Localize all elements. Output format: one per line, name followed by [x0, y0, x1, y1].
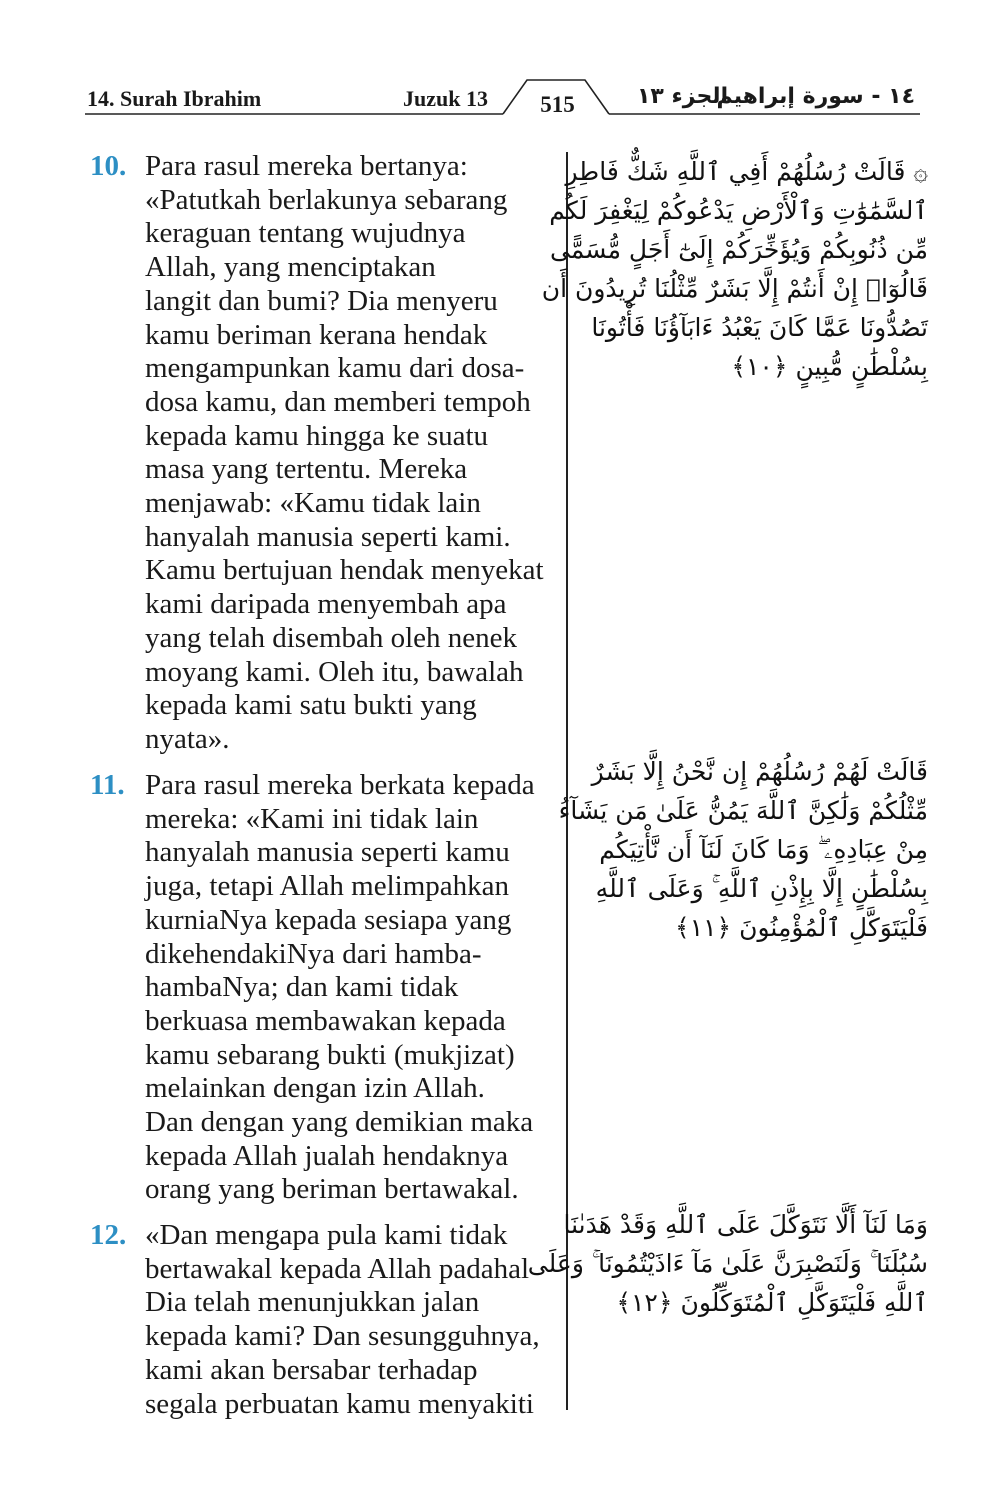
- arabic-line: مِّثْلُكُمْ وَلَٰكِنَّ ٱللَّهَ يَمُنُّ عَلَىٰ مَن يَشَآءُ: [558, 796, 928, 825]
- translation-line: segala perbuatan kamu menyakiti: [145, 1387, 534, 1420]
- arabic-line: سُبُلَنَا ۚ وَلَنَصْبِرَنَّ عَلَىٰ مَآ ءَاذَيْتُمُونَا ۚ وَعَلَى: [527, 1249, 928, 1278]
- arabic-line: مِّن ذُنُوبِكُمْ وَيُؤَخِّرَكُمْ إِلَىٰٓ أَجَلٍ مُّسَمًّى: [549, 235, 928, 264]
- translation-line: berkuasa membawakan kepada: [145, 1004, 506, 1037]
- arabic-line: قَالَتْ لَهُمْ رُسُلُهُمْ إِن نَّحْنُ إِلَّا بَشَرٌ: [591, 757, 928, 786]
- arabic-line: مِنْ عِبَادِهِۦ ۖ وَمَا كَانَ لَنَآ أَن نَّأْتِيَكُم: [599, 835, 928, 864]
- translation-line: melainkan dengan izin Allah.: [145, 1072, 485, 1105]
- arabic-line: بِسُلْطَٰنٍ إِلَّا بِإِذْنِ ٱللَّهِ ۚ وَعَلَى ٱللَّهِ: [595, 874, 928, 903]
- translation-line: hanyalah manusia seperti kami.: [145, 520, 511, 553]
- arabic-verse-12: [527, 1205, 928, 1322]
- verse-number: 11.: [90, 769, 125, 801]
- arabic-verse-10: [541, 152, 928, 386]
- translation-line: juga, tetapi Allah melimpahkan: [145, 870, 510, 903]
- translation-line: Para rasul mereka bertanya:: [145, 150, 468, 182]
- translation-line: bertawakal kepada Allah padahal: [145, 1252, 530, 1285]
- translation-line: mengampunkan kamu dari dosa-: [145, 352, 525, 385]
- translation-line: Dia telah menunjukkan jalan: [145, 1286, 480, 1319]
- translation-line: kepada kami? Dan sesungguhnya,: [145, 1320, 540, 1353]
- arabic-line: تَصُدُّونَا عَمَّا كَانَ يَعْبُدُ ءَابَآؤُنَا فَأْتُونَا: [591, 313, 928, 342]
- surah-arabic-title: ١٤ - سورة إبراهيم: [716, 84, 915, 109]
- juz-arabic-label: الجزء ١٣: [637, 84, 729, 109]
- arabic-line: بِسُلْطَٰنٍ مُّبِينٍ ﴿١٠﴾: [731, 352, 928, 381]
- juzuk-label: Juzuk 13: [403, 86, 488, 111]
- translation-line: hambaNya; dan kami tidak: [145, 971, 459, 1004]
- arabic-line: فَلْيَتَوَكَّلِ ٱلْمُؤْمِنُونَ ﴿١١﴾: [675, 913, 928, 942]
- translation-line: mereka: «Kami ini tidak lain: [145, 802, 479, 835]
- translation-line: kepada kami satu bukti yang: [145, 689, 477, 722]
- translation-line: dosa kamu, dan memberi tempoh: [145, 385, 531, 418]
- verse-number: 12.: [90, 1219, 127, 1251]
- translation-line: kami daripada menyembah apa: [145, 588, 507, 621]
- translation-line: hanyalah manusia seperti kamu: [145, 836, 510, 869]
- translation-line: Allah, yang menciptakan: [145, 251, 436, 284]
- translation-line: masa yang tertentu. Mereka: [145, 453, 468, 486]
- verse-number: 10.: [90, 150, 127, 182]
- translation-line: kamu sebarang bukti (mukjizat): [145, 1038, 515, 1071]
- arabic-line: ٱلسَّمَٰوَٰتِ وَٱلْأَرْضِ يَدْعُوكُمْ لِيَغْفِرَ لَكُم: [549, 196, 928, 225]
- arabic-line: ٱللَّهِ فَلْيَتَوَكَّلِ ٱلْمُتَوَكِّلُونَ ﴿١٢﴾: [616, 1288, 928, 1317]
- translation-line: «Dan mengapa pula kami tidak: [145, 1219, 508, 1251]
- translation-line: Dan dengan yang demikian maka: [145, 1106, 534, 1138]
- translation-line: keraguan tentang wujudnya: [145, 217, 466, 250]
- arabic-line: ۞ قَالَتْ رُسُلُهُمْ أَفِي ٱللَّهِ شَكٌّ فَاطِرِ: [565, 157, 928, 186]
- translation-line: kurniaNya kepada sesiapa yang: [145, 903, 512, 936]
- page-number: 515: [540, 92, 575, 117]
- translation-line: kamu beriman kerana hendak: [145, 318, 488, 351]
- arabic-line: قَالُوٓا۟ إِنْ أَنتُمْ إِلَّا بَشَرٌ مِّثْلُنَا تُرِيدُونَ أَن: [541, 274, 928, 303]
- translation-line: menjawab: «Kamu tidak lain: [145, 487, 481, 519]
- arabic-line: وَمَا لَنَآ أَلَّا نَتَوَكَّلَ عَلَى ٱللَّهِ وَقَدْ هَدَىٰنَا: [563, 1210, 928, 1239]
- translation-line: nyata».: [145, 722, 230, 755]
- translation-line: Para rasul mereka berkata kepada: [145, 769, 535, 801]
- translation-line: kepada Allah jualah hendaknya: [145, 1139, 509, 1172]
- page-header: [0, 0, 1000, 130]
- arabic-verse-11: [558, 752, 928, 947]
- translation-line: moyang kami. Oleh itu, bawalah: [145, 655, 524, 688]
- translation-line: kami akan bersabar terhadap: [145, 1353, 478, 1386]
- translation-line: yang telah disembah oleh nenek: [145, 621, 518, 654]
- translation-line: Kamu bertujuan hendak menyekat: [145, 554, 544, 587]
- translation-line: «Patutkah berlakunya sebarang: [145, 183, 508, 216]
- translation-line: kepada kamu hingga ke suatu: [145, 419, 489, 452]
- translation-line: dikehendakiNya dari hamba-: [145, 937, 482, 970]
- translation-line: orang yang beriman bertawakal.: [145, 1173, 519, 1206]
- translation-line: langit dan bumi? Dia menyeru: [145, 284, 498, 317]
- surah-title: 14. Surah Ibrahim: [87, 86, 262, 111]
